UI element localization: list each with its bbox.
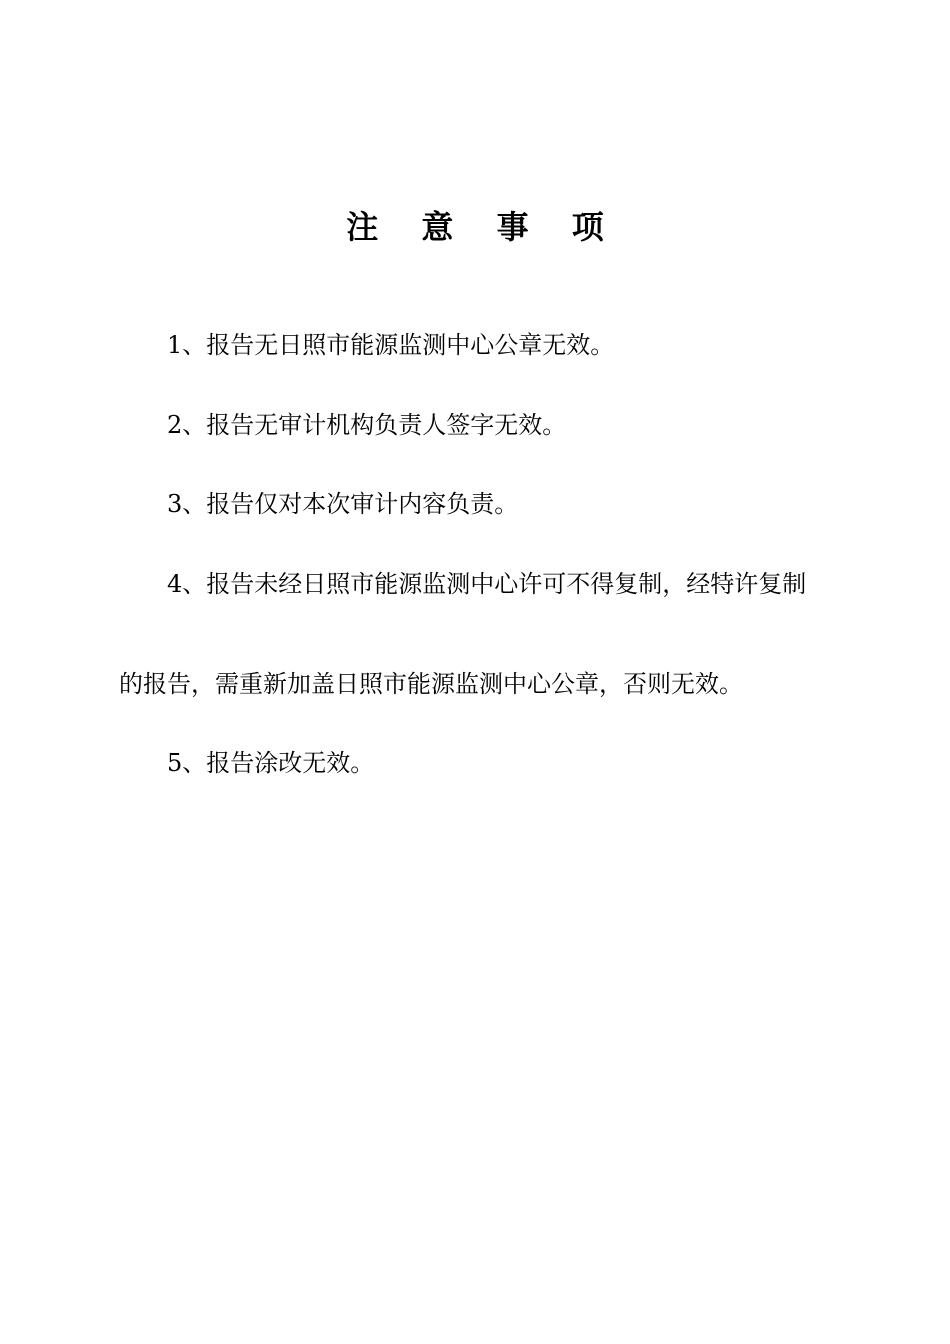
notice-item-3: 3、报告仅对本次审计内容负责。 bbox=[167, 490, 519, 518]
title-char: 事 bbox=[496, 208, 529, 246]
page-title bbox=[0, 203, 950, 251]
notice-item-2: 2、报告无审计机构负责人签字无效。 bbox=[167, 411, 567, 439]
notice-item-1: 1、报告无日照市能源监测中心公章无效。 bbox=[167, 331, 615, 359]
notice-item-4-line-2: 的报告，需重新加盖日照市能源监测中心公章，否则无效。 bbox=[119, 670, 743, 698]
title-char: 注 bbox=[346, 208, 379, 246]
notice-item-4-line-1: 4、报告未经日照市能源监测中心许可不得复制，经特许复制 bbox=[167, 570, 807, 598]
title-char: 意 bbox=[421, 208, 454, 246]
title-char: 项 bbox=[571, 208, 604, 246]
notice-item-5: 5、报告涂改无效。 bbox=[167, 749, 375, 777]
